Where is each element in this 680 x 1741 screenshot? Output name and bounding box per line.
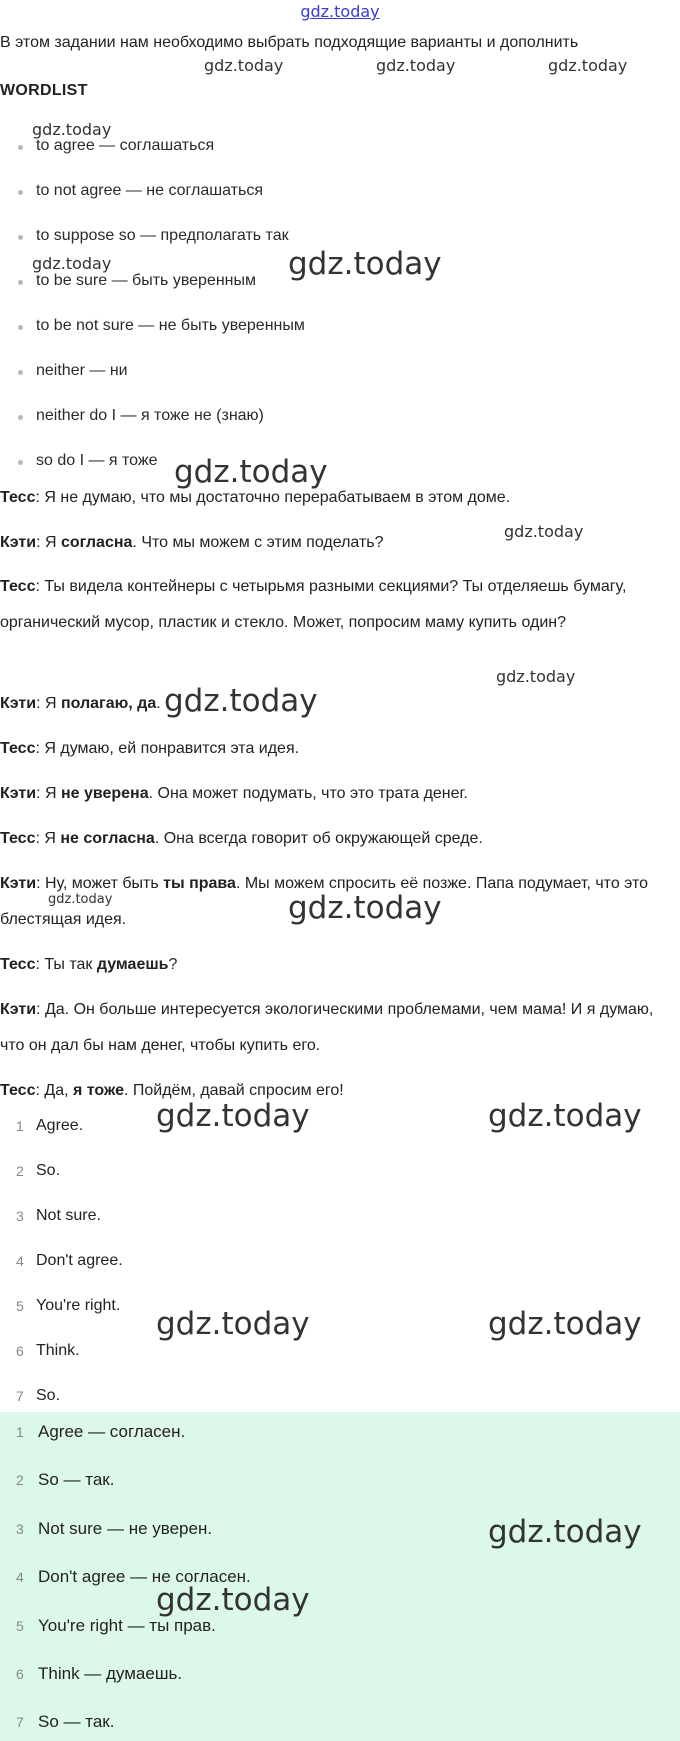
bullet-icon: [18, 325, 23, 330]
watermark: gdz.today: [204, 56, 284, 75]
watermark: gdz.today: [48, 892, 113, 907]
bullet-icon: [18, 370, 23, 375]
wordlist-heading: WORDLIST: [0, 82, 88, 99]
intro-text: В этом задании нам необходимо выбрать подходящие варианты и дополнить: [0, 34, 579, 51]
speaker: Тесс: [0, 1082, 36, 1099]
bullet-icon: [18, 190, 23, 195]
watermark: gdz.today: [504, 522, 584, 541]
watermark: gdz.today: [376, 56, 456, 75]
watermark: gdz.today: [156, 1306, 310, 1342]
watermark: gdz.today: [548, 56, 628, 75]
speaker: Тесс: [0, 740, 36, 757]
watermark: gdz.today: [164, 683, 318, 719]
speaker: Тесс: [0, 489, 36, 506]
bullet-icon: [18, 460, 23, 465]
dialogue-line: Тесс: Я не думаю, что мы достаточно перерабатываем в этом доме.: [0, 489, 511, 506]
watermark: gdz.today: [32, 120, 112, 139]
dialogue-line: Кэти: Я согласна. Что мы можем с этим поделать?: [0, 534, 384, 551]
site-link[interactable]: gdz.today: [300, 2, 380, 21]
speaker: Кэти: [0, 1001, 37, 1018]
watermark: gdz.today: [496, 667, 576, 686]
speaker: Тесс: [0, 830, 36, 847]
dialogue-line: Кэти: Я не уверена. Она может подумать, что это трата денег.: [0, 785, 468, 802]
dialogue-line: Кэти: Я полагаю, да.: [0, 695, 161, 712]
speaker: Тесс: [0, 578, 36, 595]
speaker: Кэти: [0, 875, 37, 892]
bullet-icon: [18, 415, 23, 420]
watermark: gdz.today: [488, 1514, 642, 1550]
dialogue-line: Тесс: Да, я тоже. Пойдём, давай спросим его!: [0, 1082, 344, 1099]
dialogue-line: Тесс: Я думаю, ей понравится эта идея.: [0, 740, 300, 757]
bullet-icon: [18, 145, 23, 150]
dialogue-line: Тесс: Ты так думаешь?: [0, 956, 178, 973]
answer-box: 1 Agree — согласен. 2 So — так. 3 Not sure — не уверен. 4 Don't agree — не согласен. 5 You're right — ты прав. 6 Think — думаешь. 7 So — так.: [0, 1412, 680, 1741]
speaker: Кэти: [0, 695, 37, 712]
watermark: gdz.today: [288, 890, 442, 926]
bullet-icon: [18, 280, 23, 285]
speaker: Тесс: [0, 956, 36, 973]
speaker: Кэти: [0, 534, 37, 551]
watermark: gdz.today: [156, 1582, 310, 1618]
watermark: gdz.today: [156, 1098, 310, 1134]
watermark: gdz.today: [174, 454, 328, 490]
bullet-icon: [18, 235, 23, 240]
dialogue-line: Тесс: Ты видела контейнеры с четырьмя разными секциями? Ты отделяешь бумагу, органический мусор, пластик и стекло. Может, попросим маму купить один?: [0, 578, 627, 631]
dialogue-line: Кэти: Да. Он больше интересуется экологическими проблемами, чем мама! И я думаю, что он дал бы нам денег, чтобы купить его.: [0, 1001, 654, 1054]
watermark: gdz.today: [32, 254, 112, 273]
watermark: gdz.today: [488, 1098, 642, 1134]
dialogue-line: Кэти: Ну, может быть ты права. Мы можем спросить её позже. Папа подумает, что это блестящая идея.: [0, 875, 649, 928]
watermark: gdz.today: [488, 1306, 642, 1342]
speaker: Кэти: [0, 785, 37, 802]
dialogue-line: Тесс: Я не согласна. Она всегда говорит об окружающей среде.: [0, 830, 483, 847]
watermark: gdz.today: [288, 246, 442, 282]
